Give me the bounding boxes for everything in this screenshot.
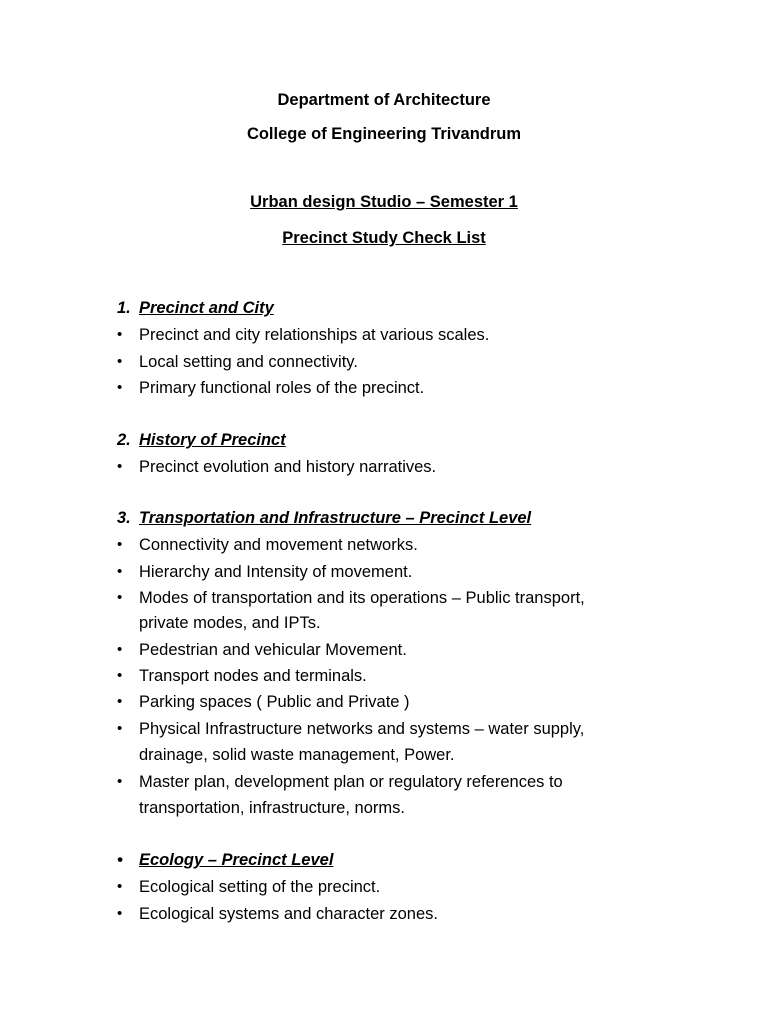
bullet-icon: • (117, 326, 123, 343)
list-item-text: Ecological systems and character zones. (139, 905, 438, 923)
bullet-icon: • (117, 458, 123, 475)
bullet-icon: • (117, 641, 123, 658)
department-heading: Department of Architecture (277, 91, 491, 109)
list-item-text: private modes, and IPTs. (139, 614, 321, 632)
section-number: 2. (117, 431, 131, 449)
checklist-title (0, 228, 768, 248)
bullet-icon: • (117, 773, 123, 790)
section-bullet-icon: • (117, 851, 123, 869)
studio-heading (0, 192, 768, 212)
bullet-icon: • (117, 589, 123, 606)
list-item-text: drainage, solid waste management, Power. (139, 746, 455, 764)
bullet-icon: • (117, 536, 123, 553)
bullet-icon: • (117, 379, 123, 396)
bullet-icon: • (117, 905, 123, 922)
list-item-text: Local setting and connectivity. (139, 353, 358, 371)
list-item-text: Ecological setting of the precinct. (139, 878, 381, 896)
list-item-text: Connectivity and movement networks. (139, 536, 418, 554)
list-item-text: transportation, infrastructure, norms. (139, 799, 405, 817)
section-title: Ecology – Precinct Level (139, 851, 334, 869)
bullet-icon: • (117, 693, 123, 710)
list-item-text: Physical Infrastructure networks and systems – water supply, (139, 720, 585, 738)
bullet-icon: • (117, 720, 123, 737)
list-item-text: Modes of transportation and its operations – Public transport, (139, 589, 585, 607)
list-item-text: Precinct evolution and history narratives. (139, 458, 437, 476)
college-heading: College of Engineering Trivandrum (246, 125, 522, 143)
list-item-text: Hierarchy and Intensity of movement. (139, 563, 413, 581)
list-item-text: Parking spaces ( Public and Private ) (139, 693, 410, 711)
section-number: 1. (117, 299, 131, 317)
list-item-text: Primary functional roles of the precinct. (139, 379, 425, 397)
list-item-text: Master plan, development plan or regulatory references to (139, 773, 563, 791)
list-item-text: Precinct and city relationships at various scales. (139, 326, 490, 344)
section-title: History of Precinct (139, 431, 286, 449)
checklist-title-text: Precinct Study Check List (282, 229, 486, 247)
bullet-icon: • (117, 667, 123, 684)
bullet-icon: • (117, 878, 123, 895)
bullet-icon: • (117, 353, 123, 370)
list-item-text: Pedestrian and vehicular Movement. (139, 641, 407, 659)
section-title: Transportation and Infrastructure – Precinct Level (139, 509, 532, 527)
section-number: 3. (117, 509, 131, 527)
list-item-text: Transport nodes and terminals. (139, 667, 367, 685)
section-title: Precinct and City (139, 299, 274, 317)
bullet-icon: • (117, 563, 123, 580)
studio-heading-text: Urban design Studio – Semester 1 (250, 193, 518, 211)
